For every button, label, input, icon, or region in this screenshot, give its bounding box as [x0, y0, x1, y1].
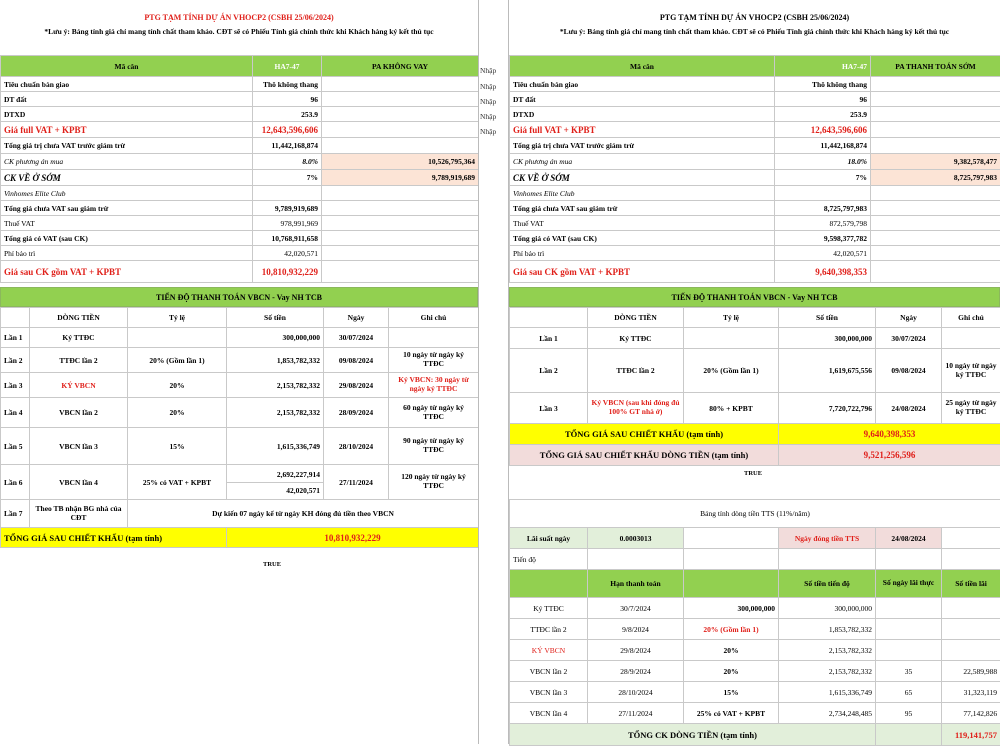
row-value: 10,810,932,229 — [253, 261, 322, 283]
total-value: 10,810,932,229 — [227, 528, 479, 548]
cell: 15% — [128, 428, 227, 465]
cell — [942, 598, 1000, 619]
row-extra: 9,382,578,477 — [871, 154, 1000, 170]
cell: KÝ VBCN — [510, 640, 588, 661]
left-sheet — [0, 0, 478, 744]
cell: 2,153,782,332 — [779, 640, 876, 661]
right-schedule-table — [509, 307, 1000, 466]
tts-table — [509, 499, 1000, 746]
cell: 28/9/2024 — [588, 661, 684, 682]
cell: Lần 6 — [1, 465, 30, 500]
row-label: Giá full VAT + KPBT — [510, 122, 775, 138]
cell: VBCN lần 3 — [510, 682, 588, 703]
row-value: 10,768,911,658 — [253, 231, 322, 246]
tts-date-label: Ngày đóng tiền TTS — [779, 528, 876, 549]
row-value[interactable]: 12,643,596,606 — [253, 122, 322, 138]
row-value: 7% — [775, 170, 871, 186]
schedule-header-row — [510, 308, 1000, 328]
cell: 7,720,722,796 — [779, 393, 876, 424]
cell: 15% — [684, 682, 779, 703]
cell: 300,000,000 — [227, 328, 324, 348]
right-price-table — [509, 55, 1000, 283]
cell: 2,153,782,332 — [779, 661, 876, 682]
cell: 20% — [684, 640, 779, 661]
col-header: Số tiền tiến độ — [779, 570, 876, 598]
cell: VBCN lần 2 — [510, 661, 588, 682]
cell: TTĐC lần 2 — [30, 348, 128, 373]
row-label: Tiêu chuẩn bàn giao — [1, 77, 253, 92]
col-header: Ghi chú — [942, 308, 1000, 328]
cell: 1,615,336,749 — [779, 682, 876, 703]
cell: Ký TTĐC — [30, 328, 128, 348]
rate-label: Lãi suất ngày — [510, 528, 588, 549]
row-label: Tiêu chuẩn bàn giao — [510, 77, 775, 92]
plan-name: PA KHÔNG VAY — [322, 56, 479, 77]
nhap-label: Nhập — [480, 66, 496, 75]
cell — [942, 619, 1000, 640]
cell: 300,000,000 — [779, 598, 876, 619]
cell: 28/10/2024 — [324, 428, 389, 465]
total-label: TỔNG GIÁ SAU CHIẾT KHẤU (tạm tính) — [510, 424, 779, 445]
nhap-label: Nhập — [480, 112, 496, 121]
cell — [128, 328, 227, 348]
row-value: 12,643,596,606 — [775, 122, 871, 138]
cell: Dự kiến 07 ngày kể từ ngày KH đóng đủ tiền theo VBCN — [128, 500, 479, 528]
cell: 27/11/2024 — [588, 703, 684, 724]
row-label: Tổng giá trị chưa VAT trước giảm trừ — [1, 138, 253, 154]
row-label: DTXD — [1, 107, 253, 122]
row-extra: 10,526,795,364 — [322, 154, 479, 170]
cell: 9/8/2024 — [588, 619, 684, 640]
amount-kpbt: 42,020,571 — [227, 483, 323, 498]
row-label: Vinhomes Elite Club — [1, 186, 253, 201]
col-header: Số tiền — [227, 308, 324, 328]
row-value[interactable]: 8.0% — [253, 154, 322, 170]
right-total-cashflow-row — [510, 445, 1000, 466]
table-row — [510, 682, 1000, 703]
table-row — [1, 465, 479, 500]
cell — [876, 619, 942, 640]
amount-vat: 2,692,227,914 — [227, 467, 323, 483]
cell: VBCN lần 3 — [30, 428, 128, 465]
right-total-row — [510, 424, 1000, 445]
cell: 29/8/2024 — [588, 640, 684, 661]
row-label: CK phương án mua — [510, 154, 775, 170]
table-row — [510, 661, 1000, 682]
cell: 20% — [128, 373, 227, 398]
row-label: Tổng giá có VAT (sau CK) — [1, 231, 253, 246]
right-title: PTG TẠM TÍNH DỰ ÁN VHOCP2 (CSBH 25/06/2024) — [509, 13, 1000, 22]
tts-total-label: TỔNG CK DÒNG TIỀN (tạm tính) — [510, 724, 876, 746]
cell — [876, 598, 942, 619]
cell: 77,142,826 — [942, 703, 1000, 724]
cell: VBCN lần 4 — [30, 465, 128, 500]
total-cashflow-label: TỔNG GIÁ SAU CHIẾT KHẤU DÒNG TIỀN (tạm tính) — [510, 445, 779, 466]
tts-total-row — [510, 724, 1000, 746]
cell: VBCN lần 4 — [510, 703, 588, 724]
cell: Lần 5 — [1, 428, 30, 465]
cell: 20% — [684, 661, 779, 682]
row-value[interactable]: 253.9 — [253, 107, 322, 122]
col-header: Ngày — [324, 308, 389, 328]
cell — [227, 465, 324, 500]
cell — [389, 328, 479, 348]
total-label: TỔNG GIÁ SAU CHIẾT KHẤU (tạm tính) — [1, 528, 227, 548]
cell: 25% có VAT + KPBT — [684, 703, 779, 724]
left-title: PTG TẠM TÍNH DỰ ÁN VHOCP2 (CSBH 25/06/2024) — [0, 13, 478, 22]
row-label: Thuế VAT — [1, 216, 253, 231]
row-extra: 8,725,797,983 — [871, 170, 1000, 186]
tts-title: Bảng tính dòng tiền TTS (11%/năm) — [510, 500, 1000, 528]
rate-value[interactable]: 0.0003013 — [588, 528, 684, 549]
cell: 1,615,336,749 — [227, 428, 324, 465]
table-row — [1, 398, 479, 428]
cell: 29/08/2024 — [324, 373, 389, 398]
row-value: 9,598,377,782 — [775, 231, 871, 246]
cell: 22,589,988 — [942, 661, 1000, 682]
row-value: 872,579,798 — [775, 216, 871, 231]
row-label: Giá sau CK gồm VAT + KPBT — [1, 261, 253, 283]
cell: 20% — [128, 398, 227, 428]
table-row — [1, 348, 479, 373]
row-label: Giá full VAT + KPBT — [1, 122, 253, 138]
row-label: DTXD — [510, 107, 775, 122]
right-note: *Lưu ý: Bảng tính giá chỉ mang tính chất tham khảo. CĐT sẽ có Phiếu Tính giá chính thức khi Khách hàng ký kết thủ tục — [509, 27, 1000, 36]
cell: 300,000,000 — [684, 598, 779, 619]
left-schedule-title: TIẾN ĐỘ THANH TOÁN VBCN - Vay NH TCB — [0, 287, 478, 307]
row-label: Tổng giá chưa VAT sau giảm trừ — [1, 201, 253, 216]
cell: 30/07/2024 — [876, 328, 942, 349]
row-value: 96 — [775, 92, 871, 107]
tts-total-value: 119,141,757 — [942, 724, 1000, 746]
cell: 65 — [876, 682, 942, 703]
cell — [942, 328, 1000, 349]
cell: 20% (Gồm lần 1) — [684, 349, 779, 393]
cell: TTĐC lần 2 — [510, 619, 588, 640]
cell — [876, 640, 942, 661]
row-value[interactable]: 96 — [253, 92, 322, 107]
left-price-table — [0, 55, 479, 283]
row-value: 18.0% — [775, 154, 871, 170]
nhap-label: Nhập — [480, 97, 496, 106]
table-row — [510, 328, 1000, 349]
row-label: Phí bảo trì — [510, 246, 775, 261]
cell: VBCN lần 2 — [30, 398, 128, 428]
row-label: CK VỀ Ở SỚM — [510, 170, 775, 186]
plan-name: PA THANH TOÁN SỚM — [871, 56, 1000, 77]
table-row — [1, 500, 479, 528]
left-note: *Lưu ý: Bảng tính giá chỉ mang tính chất tham khảo. CĐT sẽ có Phiếu Tính giá chính thức khi Khách hàng ký kết thủ tục — [0, 27, 478, 36]
cell: 27/11/2024 — [324, 465, 389, 500]
col-header: Ngày — [876, 308, 942, 328]
row-value: 11,442,168,874 — [775, 138, 871, 154]
row-label: Tổng giá trị chưa VAT trước giảm trừ — [510, 138, 775, 154]
cell: Lần 3 — [1, 373, 30, 398]
row-value: 42,020,571 — [775, 246, 871, 261]
row-value[interactable]: Thô không thang — [253, 77, 322, 92]
cell: 1,619,675,556 — [779, 349, 876, 393]
cell: 1,853,782,332 — [779, 619, 876, 640]
cell: 30/07/2024 — [324, 328, 389, 348]
cell: 20% (Gồm lần 1) — [684, 619, 779, 640]
total-cashflow-value: 9,521,256,596 — [779, 445, 1000, 466]
cell: 24/08/2024 — [876, 393, 942, 424]
right-schedule-title: TIẾN ĐỘ THANH TOÁN VBCN - Vay NH TCB — [509, 287, 1000, 307]
cell: 09/08/2024 — [324, 348, 389, 373]
left-true-flag: TRUE — [263, 561, 281, 568]
row-value: 11,442,168,874 — [253, 138, 322, 154]
cell: 25% có VAT + KPBT — [128, 465, 227, 500]
cell: 2,153,782,332 — [227, 373, 324, 398]
unit-code[interactable]: HA7-47 — [775, 56, 871, 77]
cell: Lần 2 — [1, 348, 30, 373]
cell — [684, 328, 779, 349]
cell: 28/10/2024 — [588, 682, 684, 703]
row-extra: 9,789,919,689 — [322, 170, 479, 186]
cell: 25 ngày từ ngày ký TTĐC — [942, 393, 1000, 424]
cell: Lần 1 — [510, 328, 588, 349]
cell: Lần 4 — [1, 398, 30, 428]
cell: 95 — [876, 703, 942, 724]
cell: TTĐC lần 2 — [588, 349, 684, 393]
col-header: Hạn thanh toán — [588, 570, 684, 598]
row-label: CK VỀ Ở SỚM — [1, 170, 253, 186]
cell: 60 ngày từ ngày ký TTĐC — [389, 398, 479, 428]
row-value: 9,789,919,689 — [253, 201, 322, 216]
cell: Lần 2 — [510, 349, 588, 393]
table-row — [1, 328, 479, 348]
cell: 300,000,000 — [779, 328, 876, 349]
ma-can-header: Mã căn — [510, 56, 775, 77]
cell: 28/09/2024 — [324, 398, 389, 428]
row-label: Thuế VAT — [510, 216, 775, 231]
row-value: 978,991,969 — [253, 216, 322, 231]
row-label: Phí bảo trì — [1, 246, 253, 261]
table-row — [510, 640, 1000, 661]
cell — [942, 640, 1000, 661]
cell: Lần 7 — [1, 500, 30, 528]
cell: 30/7/2024 — [588, 598, 684, 619]
unit-code[interactable]: HA7-47 — [253, 56, 322, 77]
row-label: Tổng giá có VAT (sau CK) — [510, 231, 775, 246]
left-total-row — [1, 528, 479, 548]
tts-header-row — [510, 570, 1000, 598]
table-row — [510, 703, 1000, 724]
row-label: Tổng giá chưa VAT sau giảm trừ — [510, 201, 775, 216]
row-label: Giá sau CK gồm VAT + KPBT — [510, 261, 775, 283]
ma-can-header: Mã căn — [1, 56, 253, 77]
cell: 10 ngày từ ngày ký TTĐC — [942, 349, 1000, 393]
tts-date-value[interactable]: 24/08/2024 — [876, 528, 942, 549]
table-row — [510, 619, 1000, 640]
col-header: Số tiền — [779, 308, 876, 328]
left-head-row — [1, 56, 479, 77]
cell: 20% (Gồm lần 1) — [128, 348, 227, 373]
cell: KÝ VBCN — [30, 373, 128, 398]
row-label: DT đất — [1, 92, 253, 107]
cell: Lần 1 — [1, 328, 30, 348]
row-value[interactable]: 7% — [253, 170, 322, 186]
progress-label: Tiến độ — [510, 549, 588, 570]
row-label: Vinhomes Elite Club — [510, 186, 775, 201]
cell: 10 ngày từ ngày ký TTĐC — [389, 348, 479, 373]
cell: 31,323,119 — [942, 682, 1000, 703]
right-head-row — [510, 56, 1000, 77]
cell: 90 ngày từ ngày ký TTĐC — [389, 428, 479, 465]
table-row — [1, 428, 479, 465]
total-value: 9,640,398,353 — [779, 424, 1000, 445]
cell: 1,853,782,332 — [227, 348, 324, 373]
row-value: 42,020,571 — [253, 246, 322, 261]
cell: Ký TTĐC — [510, 598, 588, 619]
cell: Ký VBCN: 30 ngày từ ngày ký TTĐC — [389, 373, 479, 398]
table-row — [510, 349, 1000, 393]
table-row — [510, 393, 1000, 424]
schedule-header-row — [1, 308, 479, 328]
left-schedule-table — [0, 307, 479, 548]
cell: 80% + KPBT — [684, 393, 779, 424]
cell: Lần 3 — [510, 393, 588, 424]
row-label: CK phương án mua — [1, 154, 253, 170]
cell: 09/08/2024 — [876, 349, 942, 393]
cell: Ký TTĐC — [588, 328, 684, 349]
row-value: 253.9 — [775, 107, 871, 122]
cell: Ký VBCN (sau khi đóng đủ 100% GT nhà ở) — [588, 393, 684, 424]
nhap-label: Nhập — [480, 82, 496, 91]
right-true-flag: TRUE — [744, 470, 762, 477]
col-header: DÒNG TIỀN — [30, 308, 128, 328]
col-header: Ghi chú — [389, 308, 479, 328]
right-sheet — [509, 0, 1000, 744]
row-label: DT đất — [510, 92, 775, 107]
col-header: Tỷ lệ — [128, 308, 227, 328]
col-header: Số ngày lãi thực — [876, 570, 942, 598]
row-value: 8,725,797,983 — [775, 201, 871, 216]
table-row — [1, 373, 479, 398]
col-header: Số tiền lãi — [942, 570, 1000, 598]
cell: 2,153,782,332 — [227, 398, 324, 428]
cell: 2,734,248,485 — [779, 703, 876, 724]
cell: 35 — [876, 661, 942, 682]
cell: Theo TB nhận BG nhà của CĐT — [30, 500, 128, 528]
row-value: Thô không thang — [775, 77, 871, 92]
col-header: DÒNG TIỀN — [588, 308, 684, 328]
nhap-label: Nhập — [480, 127, 496, 136]
row-value: 9,640,398,353 — [775, 261, 871, 283]
table-row — [510, 598, 1000, 619]
cell: 120 ngày từ ngày ký TTĐC — [389, 465, 479, 500]
col-header: Tỷ lệ — [684, 308, 779, 328]
